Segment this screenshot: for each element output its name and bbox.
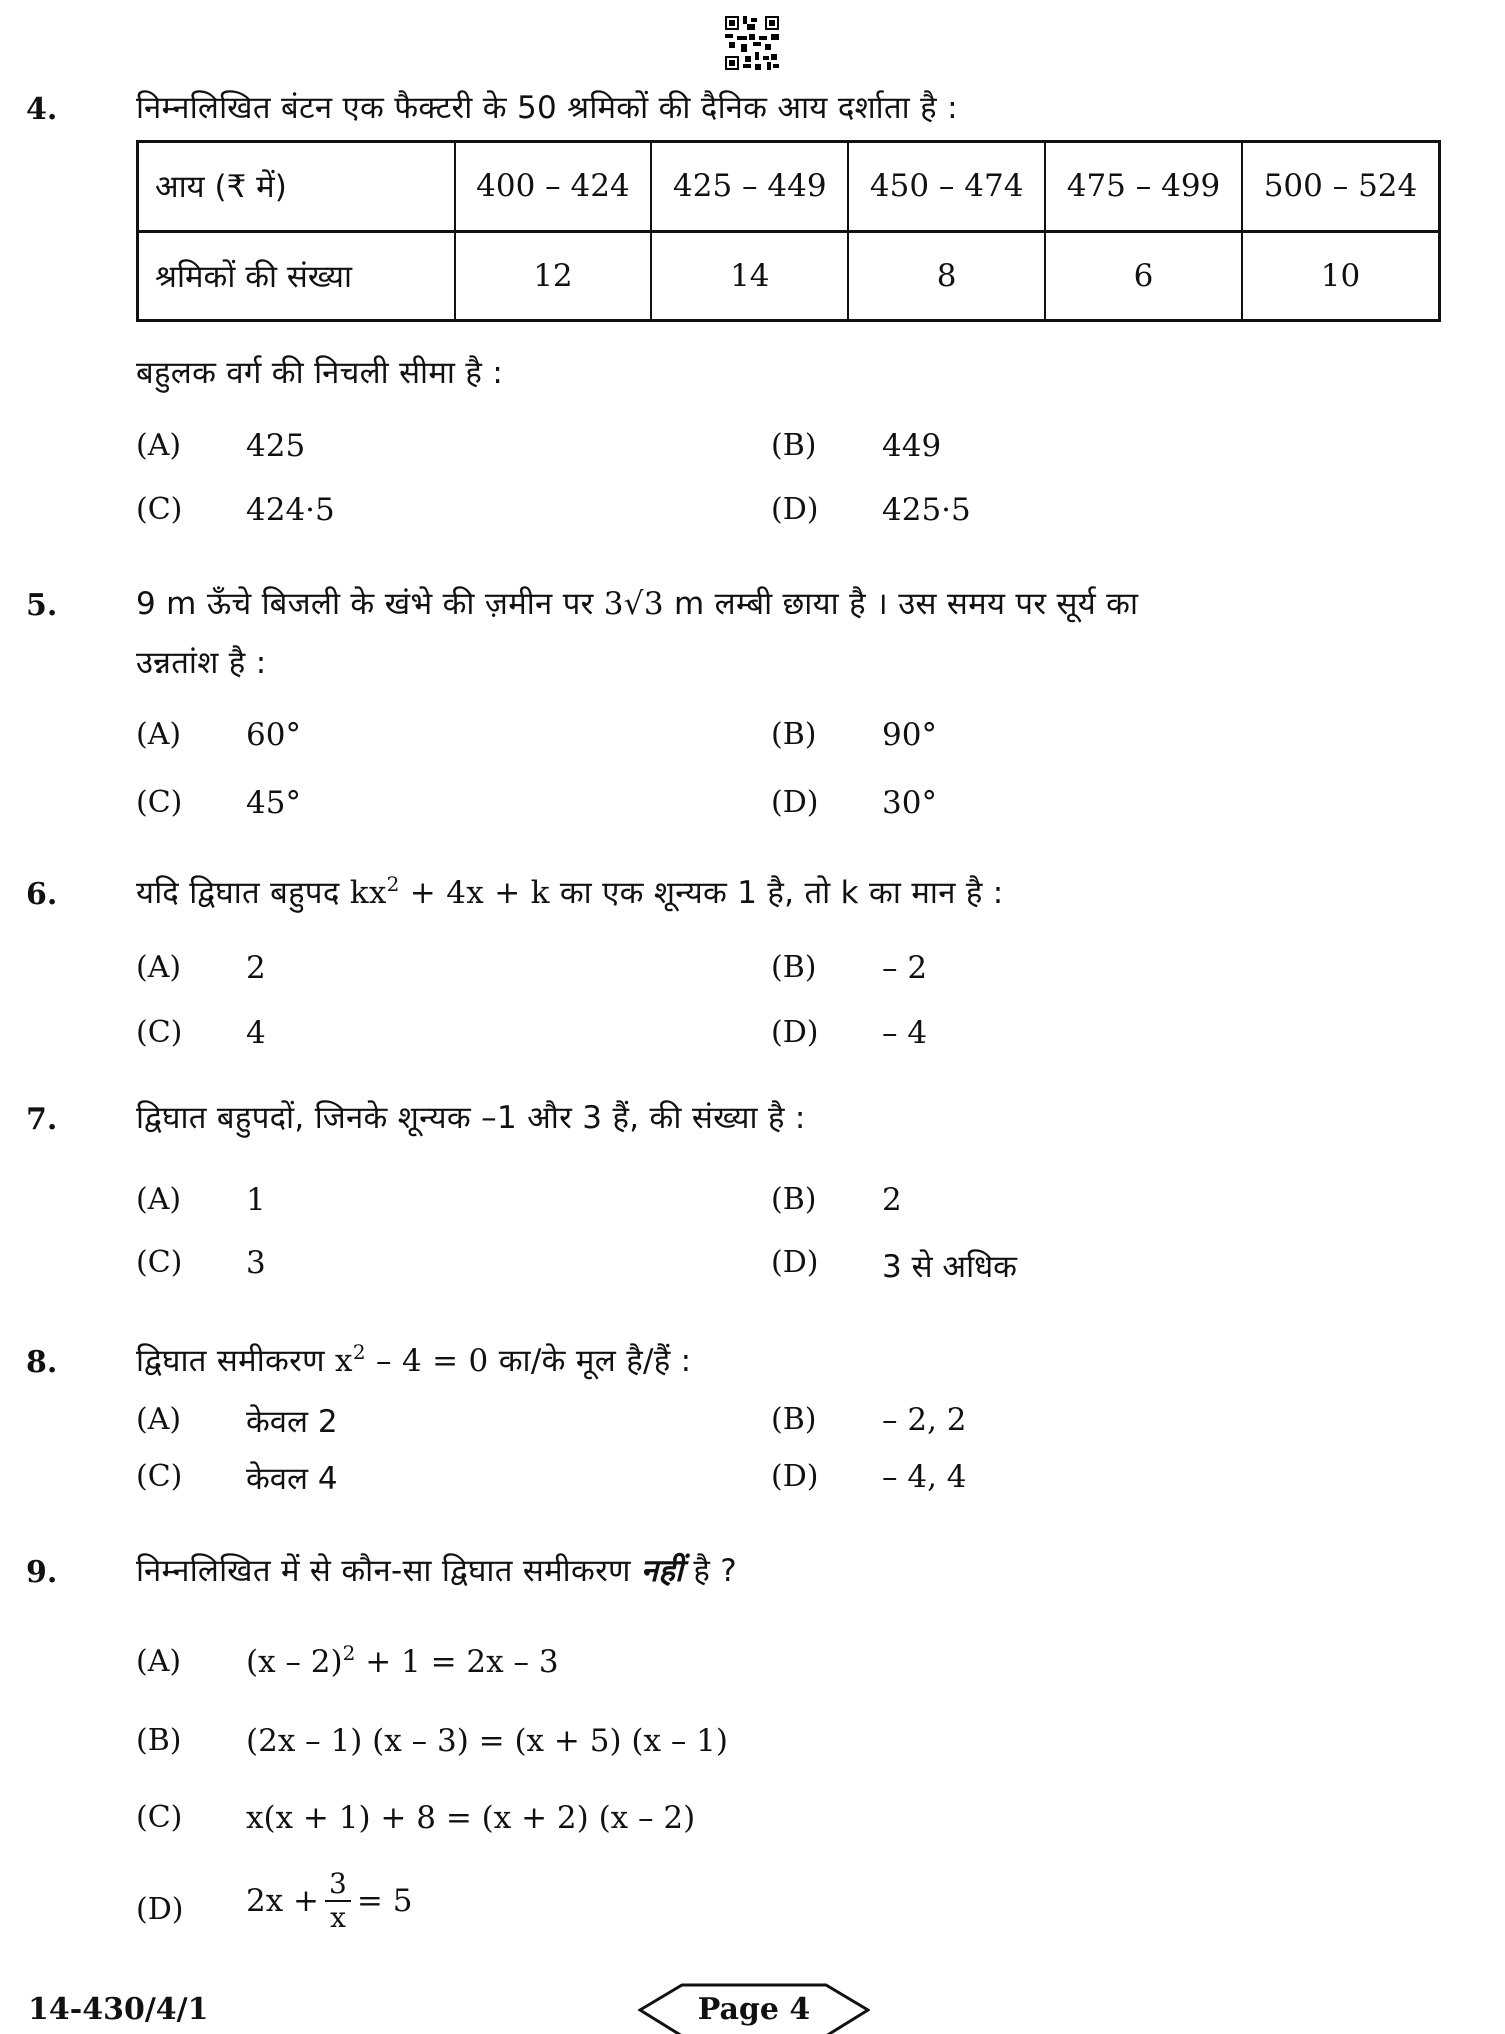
option-value: केवल 4: [246, 1461, 338, 1497]
option-label: (C): [136, 1459, 183, 1494]
option-value: – 2, 2: [882, 1402, 967, 1438]
option-label: (A): [136, 950, 182, 985]
question-text: निम्नलिखित बंटन एक फैक्टरी के 50 श्रमिकों की दैनिक आय दर्शाता है :: [136, 90, 958, 126]
option-label: (D): [771, 1015, 819, 1050]
option-label: (C): [136, 492, 183, 527]
question-text: [136, 873, 1004, 913]
option-value: – 4, 4: [882, 1459, 967, 1495]
option-value: 424·5: [246, 492, 335, 528]
table-cell: 425 – 449: [651, 142, 848, 232]
option-value: – 2: [882, 950, 928, 986]
option-value: (2x – 1) (x – 3) = (x + 5) (x – 1): [246, 1723, 728, 1759]
page-label: Page 4: [697, 1992, 811, 2027]
question-text-part: निम्नलिखित में से कौन-सा द्विघात समीकरण: [136, 1553, 641, 1589]
option-value: 3 से अधिक: [882, 1249, 1017, 1285]
option-label: (C): [136, 1015, 183, 1050]
option-value: x(x + 1) + 8 = (x + 2) (x – 2): [246, 1800, 696, 1836]
option-value: 2: [246, 950, 266, 986]
math-term: + 1 = 2x – 3: [355, 1644, 559, 1680]
option-value: 45°: [246, 785, 301, 821]
question-subtext: बहुलक वर्ग की निचली सीमा है :: [136, 355, 504, 391]
option-value: केवल 2: [246, 1404, 338, 1440]
question-text: [136, 1551, 737, 1591]
option-label: (B): [771, 1182, 817, 1217]
question-number: 8.: [26, 1345, 58, 1380]
question-number: 5.: [26, 588, 58, 623]
option-label: (A): [136, 1182, 182, 1217]
option-label: (D): [771, 1245, 819, 1280]
table-cell: 475 – 499: [1045, 142, 1242, 232]
option-value: 3: [246, 1245, 266, 1281]
table-cell: 14: [651, 231, 848, 321]
question-number: 4.: [26, 92, 58, 127]
fraction-denominator: x: [330, 1901, 346, 1934]
math-exponent: 2: [342, 1641, 356, 1665]
option-label: (A): [136, 1644, 182, 1679]
math-term: kx: [349, 875, 387, 911]
question-text-part: 9 m ऊँचे बिजली के खंभे की ज़मीन पर: [136, 586, 604, 622]
math-term: x: [335, 1343, 353, 1379]
option-value: 4: [246, 1015, 266, 1051]
option-label: (B): [771, 1402, 817, 1437]
paper-code: 14-430/4/1: [28, 1992, 209, 2027]
option-value: 425·5: [882, 492, 971, 528]
math-expression: [335, 1340, 489, 1379]
option-label: (A): [136, 1402, 182, 1437]
option-label: (B): [771, 428, 817, 463]
option-value: [246, 1641, 559, 1680]
question-number: 6.: [26, 877, 58, 912]
option-label: (A): [136, 428, 182, 463]
table-cell: 6: [1045, 231, 1242, 321]
question-text-part: यदि द्विघात बहुपद: [136, 875, 350, 911]
qr-code-icon: [725, 16, 779, 70]
option-label: (B): [771, 950, 817, 985]
question-number: 7.: [26, 1102, 58, 1137]
question-text-line2: उन्नतांश है :: [136, 645, 267, 681]
math-term: = 5: [356, 1883, 413, 1919]
math-exponent: 2: [386, 872, 400, 896]
option-label: (D): [136, 1892, 184, 1927]
option-label: (B): [136, 1723, 182, 1758]
option-value: – 4: [882, 1015, 928, 1051]
option-value: [246, 1868, 412, 1934]
option-value: 449: [882, 428, 942, 464]
table-cell: 10: [1242, 231, 1440, 321]
fraction: [325, 1868, 351, 1934]
income-distribution-table: [136, 140, 1441, 322]
question-text-part: m लम्बी छाया है । उस समय पर सूर्य का: [663, 586, 1139, 622]
option-value: 60°: [246, 717, 301, 753]
emphasis-not: नहीं: [640, 1553, 684, 1589]
table-row-header: आय (₹ में): [138, 142, 455, 232]
page-indicator: [638, 1982, 870, 2034]
math-term: (x – 2): [246, 1644, 343, 1680]
math-exponent: 2: [352, 1340, 366, 1364]
question-number: 9.: [26, 1555, 58, 1590]
question-text: द्विघात बहुपदों, जिनके शून्यक –1 और 3 हैं, की संख्या है :: [136, 1100, 806, 1136]
table-row-header: श्रमिकों की संख्या: [138, 231, 455, 321]
option-value: 30°: [882, 785, 937, 821]
table-cell: 12: [455, 231, 652, 321]
table-cell: 8: [848, 231, 1045, 321]
question-text-part: द्विघात समीकरण: [136, 1343, 336, 1379]
table-cell: 400 – 424: [455, 142, 652, 232]
option-value: 90°: [882, 717, 937, 753]
question-text: [136, 1341, 691, 1381]
option-label: (D): [771, 1459, 819, 1494]
option-label: (C): [136, 785, 183, 820]
table-cell: 500 – 524: [1242, 142, 1440, 232]
math-expression: [349, 872, 550, 911]
option-value: 425: [246, 428, 306, 464]
option-label: (B): [771, 717, 817, 752]
fraction-numerator: 3: [325, 1868, 351, 1902]
math-term: – 4 = 0: [365, 1343, 489, 1379]
question-text-part: का/के मूल है/हैं :: [488, 1343, 692, 1379]
math-expression: 3√3: [603, 586, 664, 622]
option-label: (D): [771, 785, 819, 820]
table-row: [138, 231, 1440, 321]
option-value: 1: [246, 1182, 266, 1218]
math-term: + 4x + k: [399, 875, 550, 911]
option-label: (C): [136, 1245, 183, 1280]
table-row: [138, 142, 1440, 232]
question-text-part: है ?: [683, 1553, 738, 1589]
question-text-part: का एक शून्यक 1 है, तो k का मान है :: [549, 875, 1004, 911]
option-label: (D): [771, 492, 819, 527]
question-text: [136, 584, 1138, 624]
math-term: 2x +: [246, 1883, 320, 1919]
option-label: (A): [136, 717, 182, 752]
option-label: (C): [136, 1800, 183, 1835]
option-value: 2: [882, 1182, 902, 1218]
table-cell: 450 – 474: [848, 142, 1045, 232]
